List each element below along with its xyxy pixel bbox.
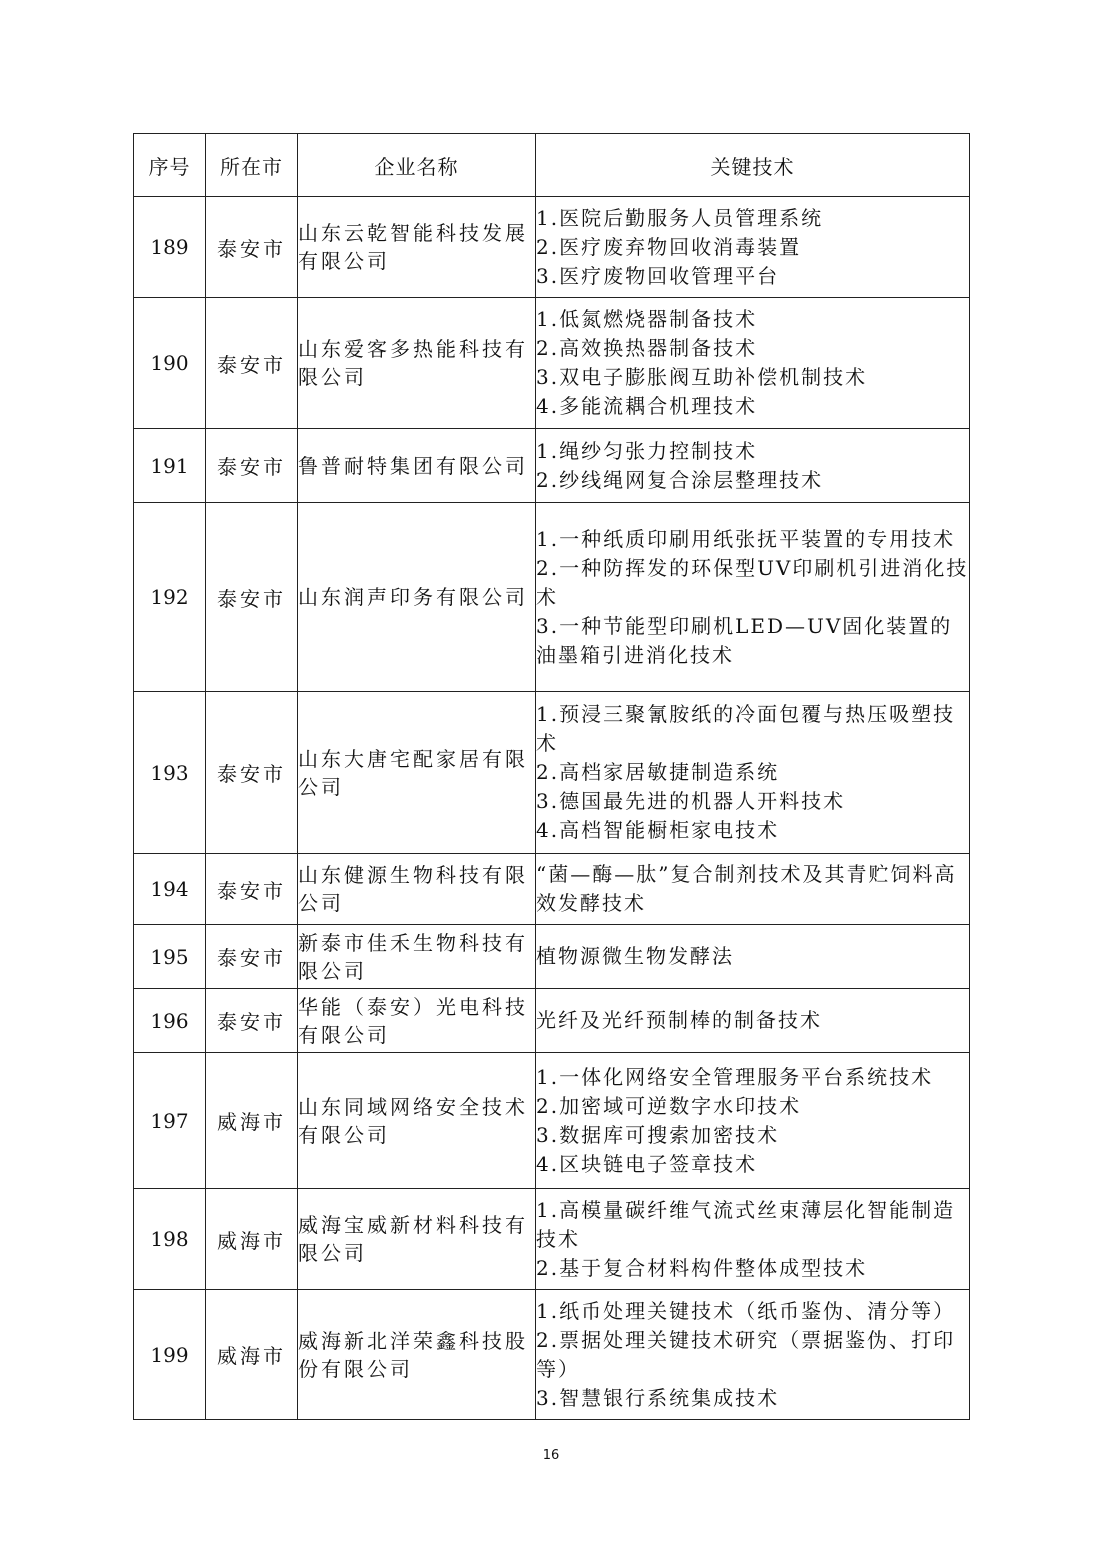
technology-item: 3.智慧银行系统集成技术: [536, 1385, 780, 1410]
company-name-cell: 鲁普耐特集团有限公司: [298, 429, 536, 503]
header-serial-number: 序号: [134, 134, 206, 197]
technology-item: 1.高模量碳纤维气流式丝束薄层化智能制造技术: [536, 1197, 956, 1251]
city-cell: 泰安市: [206, 854, 298, 925]
company-name-cell: 华能（泰安）光电科技有限公司: [298, 989, 536, 1053]
serial-number-cell: 198: [134, 1189, 206, 1290]
key-technology-cell: [536, 1053, 970, 1189]
key-technology-cell: [536, 1290, 970, 1420]
technology-item: 2.高效换热器制备技术: [536, 336, 758, 360]
technology-item: 2.基于复合材料构件整体成型技术: [536, 1255, 868, 1280]
serial-number-cell: 194: [134, 854, 206, 925]
key-technology-cell: [536, 925, 970, 989]
technology-item: 2.票据处理关键技术研究（票据鉴伪、打印等）: [536, 1327, 956, 1381]
technology-item: 3.德国最先进的机器人开料技术: [536, 789, 846, 813]
company-name-cell: 新泰市佳禾生物科技有限公司: [298, 925, 536, 989]
company-name-cell: 山东健源生物科技有限公司: [298, 854, 536, 925]
serial-number-cell: 197: [134, 1053, 206, 1189]
technology-item: 3.双电子膨胀阀互助补偿机制技术: [536, 365, 868, 389]
company-name-cell: 山东爱客多热能科技有限公司: [298, 298, 536, 429]
technology-item: 2.加密域可逆数字水印技术: [536, 1093, 802, 1118]
key-technology-cell: [536, 197, 970, 298]
table-row: [134, 503, 970, 692]
serial-number-cell: 195: [134, 925, 206, 989]
company-name-cell: 山东同域网络安全技术有限公司: [298, 1053, 536, 1189]
header-key-technology: 关键技术: [536, 134, 970, 197]
company-name-cell: 威海宝威新材料科技有限公司: [298, 1189, 536, 1290]
serial-number-cell: 199: [134, 1290, 206, 1420]
technology-item: 4.高档智能橱柜家电技术: [536, 818, 780, 842]
table-row: [134, 692, 970, 854]
technology-item: 3.一种节能型印刷机LED—UV固化装置的油墨箱引进消化技术: [536, 613, 953, 667]
key-technology-cell: [536, 298, 970, 429]
technology-item: 2.一种防挥发的环保型UV印刷机引进消化技术: [536, 555, 969, 609]
key-technology-cell: [536, 692, 970, 854]
serial-number-cell: 191: [134, 429, 206, 503]
table-row: [134, 925, 970, 989]
table-row: [134, 989, 970, 1053]
serial-number-cell: 196: [134, 989, 206, 1053]
city-cell: 威海市: [206, 1053, 298, 1189]
header-company-name: 企业名称: [298, 134, 536, 197]
table-header-row: [134, 134, 970, 197]
table-row: [134, 197, 970, 298]
technology-item: 2.医疗废弃物回收消毒装置: [536, 234, 802, 259]
city-cell: 泰安市: [206, 989, 298, 1053]
city-cell: 泰安市: [206, 925, 298, 989]
serial-number-cell: 193: [134, 692, 206, 854]
serial-number-cell: 192: [134, 503, 206, 692]
table-row: [134, 298, 970, 429]
header-city: 所在市: [206, 134, 298, 197]
city-cell: 泰安市: [206, 503, 298, 692]
table-row: [134, 854, 970, 925]
city-cell: 泰安市: [206, 429, 298, 503]
city-cell: 威海市: [206, 1290, 298, 1420]
page-number: 16: [542, 1448, 560, 1463]
technology-item: 1.纸币处理关键技术（纸币鉴伪、清分等）: [536, 1298, 956, 1323]
company-name-cell: 山东大唐宅配家居有限公司: [298, 692, 536, 854]
technology-item: 4.多能流耦合机理技术: [536, 394, 758, 418]
city-cell: 泰安市: [206, 298, 298, 429]
serial-number-cell: 190: [134, 298, 206, 429]
technology-item: 1.一体化网络安全管理服务平台系统技术: [536, 1064, 934, 1089]
enterprise-tech-table: [133, 133, 970, 1420]
city-cell: 泰安市: [206, 197, 298, 298]
technology-item: 植物源微生物发酵法: [536, 944, 734, 968]
technology-item: 2.纱线绳网复合涂层整理技术: [536, 467, 824, 492]
company-name-cell: 山东润声印务有限公司: [298, 503, 536, 692]
company-name-cell: 威海新北洋荣鑫科技股份有限公司: [298, 1290, 536, 1420]
city-cell: 威海市: [206, 1189, 298, 1290]
technology-item: 1.绳纱匀张力控制技术: [536, 438, 758, 463]
technology-item: 3.数据库可搜索加密技术: [536, 1122, 780, 1147]
technology-item: 2.高档家居敏捷制造系统: [536, 760, 780, 784]
technology-item: 1.一种纸质印刷用纸张抚平装置的专用技术: [536, 526, 956, 551]
technology-item: 1.医院后勤服务人员管理系统: [536, 205, 824, 230]
key-technology-cell: [536, 854, 970, 925]
technology-item: 4.区块链电子签章技术: [536, 1151, 758, 1176]
technology-item: 3.医疗废物回收管理平台: [536, 263, 780, 288]
technology-item: “菌—酶—肽”复合制剂技术及其青贮饲料高效发酵技术: [536, 862, 957, 915]
technology-item: 光纤及光纤预制棒的制备技术: [536, 1008, 822, 1032]
table-row: [134, 1053, 970, 1189]
city-cell: 泰安市: [206, 692, 298, 854]
serial-number-cell: 189: [134, 197, 206, 298]
table-row: [134, 1189, 970, 1290]
key-technology-cell: [536, 1189, 970, 1290]
key-technology-cell: [536, 503, 970, 692]
table-row: [134, 1290, 970, 1420]
key-technology-cell: [536, 429, 970, 503]
technology-item: 1.预浸三聚氰胺纸的冷面包覆与热压吸塑技术: [536, 702, 956, 755]
table-row: [134, 429, 970, 503]
technology-item: 1.低氮燃烧器制备技术: [536, 307, 758, 331]
key-technology-cell: [536, 989, 970, 1053]
company-name-cell: 山东云乾智能科技发展有限公司: [298, 197, 536, 298]
